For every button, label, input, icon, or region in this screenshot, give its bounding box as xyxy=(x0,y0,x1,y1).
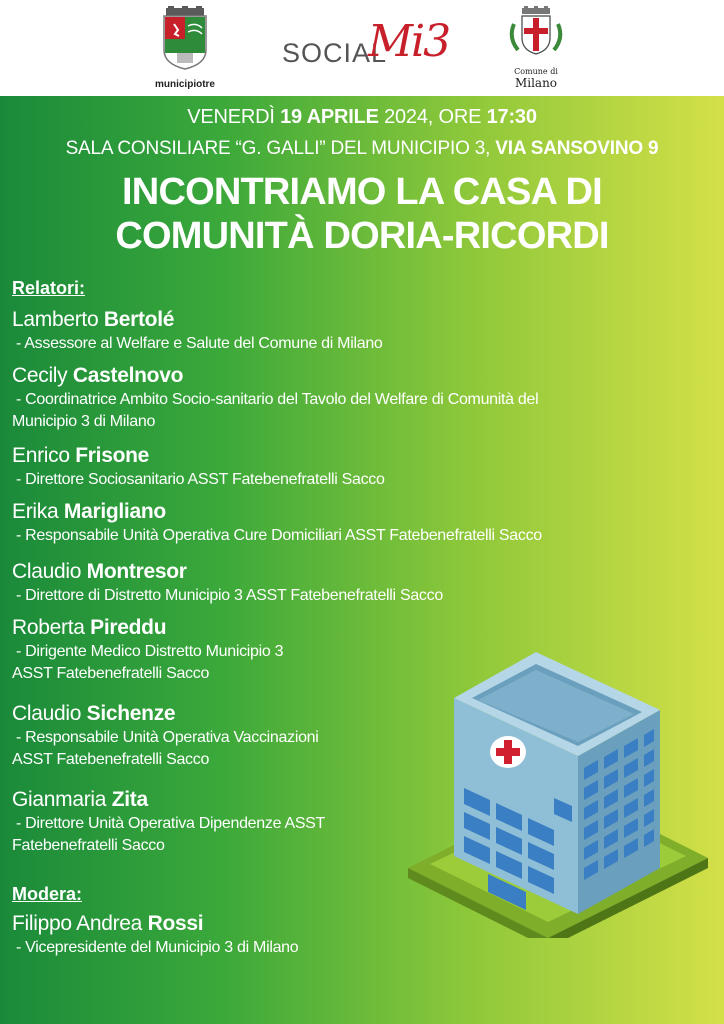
speaker-item xyxy=(12,498,692,558)
milano-crest-icon xyxy=(504,6,568,56)
speaker-role: - Responsabile Unità Operativa Vaccinazioni xyxy=(16,729,319,746)
speaker-first-name: Claudio xyxy=(12,560,87,583)
moderator-label: Modera: xyxy=(12,884,83,904)
event-venue-line xyxy=(0,138,724,160)
speaker-last-name: Montresor xyxy=(86,560,187,583)
speaker-first-name: Roberta xyxy=(12,616,91,639)
speaker-role: - Assessore al Welfare e Salute del Comune di Milano xyxy=(16,335,383,352)
municipio-tre-logo xyxy=(150,6,220,90)
speaker-last-name: Sichenze xyxy=(86,702,176,725)
venue-prefix: SALA CONSILIARE “G. GALLI” DEL MUNICIPIO 3, xyxy=(65,138,496,159)
speaker-role: - Direttore Unità Operativa Dipendenze ASST xyxy=(16,815,326,832)
speaker-last-name: Pireddu xyxy=(90,616,167,639)
social-mi3-text-a: SOCIAL xyxy=(282,38,388,68)
header xyxy=(0,0,724,96)
speaker-last-name: Frisone xyxy=(75,444,150,467)
speaker-role: - Direttore Sociosanitario ASST Fatebenefratelli Sacco xyxy=(16,471,385,488)
speaker-last-name: Zita xyxy=(111,788,148,811)
social-mi3-logo xyxy=(282,16,452,80)
speaker-first-name: Enrico xyxy=(12,444,76,467)
speaker-first-name: Gianmaria xyxy=(12,788,112,811)
social-mi3-text-b: Mi3 xyxy=(368,16,450,67)
event-title xyxy=(0,170,724,258)
title-line-1: INCONTRIAMO LA CASA DI xyxy=(122,171,602,213)
comune-caption-a: Comune di xyxy=(514,67,558,76)
speaker-last-name: Castelnovo xyxy=(72,364,184,387)
date-bold: 19 APRILE xyxy=(280,106,379,128)
speaker-item xyxy=(12,362,692,442)
speaker-role-cont: Municipio 3 di Milano xyxy=(12,413,156,430)
moderator-last-name: Rossi xyxy=(147,912,204,935)
venue-bold: VIA SANSOVINO 9 xyxy=(495,138,659,159)
speaker-first-name: Cecily xyxy=(12,364,73,387)
date-mid: 2024, ORE xyxy=(378,106,487,128)
speaker-role: - Direttore di Distretto Municipio 3 ASST Fatebenefratelli Sacco xyxy=(16,587,443,604)
speaker-first-name: Erika xyxy=(12,500,64,523)
speakers-label: Relatori: xyxy=(12,278,86,298)
title-line-2: COMUNITÀ DORIA-RICORDI xyxy=(115,215,609,257)
speaker-role-cont: ASST Fatebenefratelli Sacco xyxy=(12,751,210,768)
speaker-role-cont: ASST Fatebenefratelli Sacco xyxy=(12,665,210,682)
time-bold: 17:30 xyxy=(486,106,537,128)
speaker-role: - Coordinatrice Ambito Socio-sanitario del Tavolo del Welfare di Comunità del xyxy=(16,391,539,408)
municipio-shield-icon xyxy=(150,6,220,70)
municipio-caption: municipiotre xyxy=(154,79,215,90)
comune-milano-logo xyxy=(504,6,568,90)
moderator-first-name: Filippo Andrea xyxy=(12,912,148,935)
hospital-building-icon xyxy=(408,638,708,938)
event-date-line xyxy=(0,106,724,129)
speaker-item xyxy=(12,442,692,498)
poster-body xyxy=(0,96,724,1024)
speaker-role: - Responsabile Unità Operativa Cure Domiciliari ASST Fatebenefratelli Sacco xyxy=(16,527,542,544)
speaker-last-name: Bertolé xyxy=(103,308,175,331)
speaker-role-cont: Fatebenefratelli Sacco xyxy=(12,837,165,854)
speaker-first-name: Lamberto xyxy=(12,308,104,331)
speaker-first-name: Claudio xyxy=(12,702,87,725)
date-prefix: VENERDÌ xyxy=(187,106,281,128)
moderator-role: - Vicepresidente del Municipio 3 di Milano xyxy=(16,939,299,956)
speaker-role: - Dirigente Medico Distretto Municipio 3 xyxy=(16,643,284,660)
speaker-item xyxy=(12,306,692,362)
speaker-item xyxy=(12,558,692,614)
comune-caption-b: Milano xyxy=(514,76,558,90)
speaker-last-name: Marigliano xyxy=(63,500,166,523)
